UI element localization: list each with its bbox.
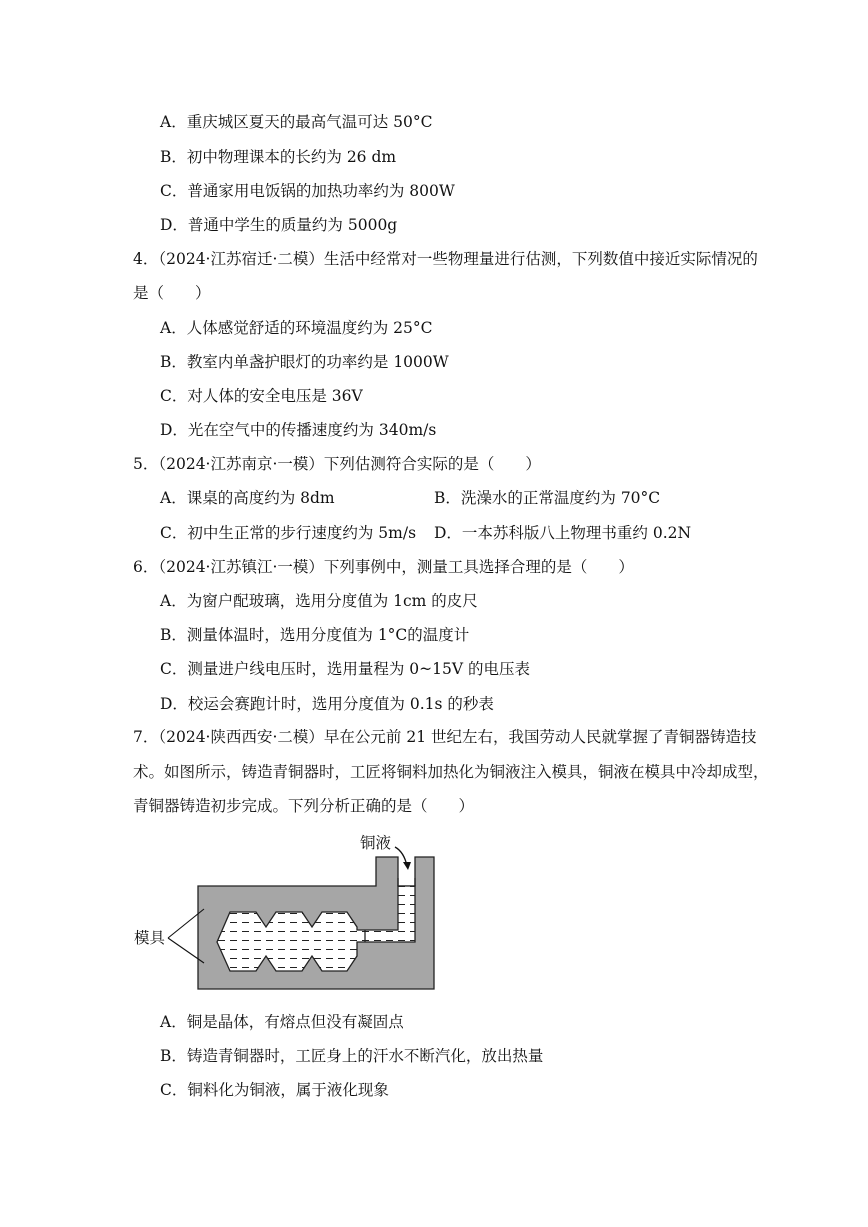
q5-option-d: D．一本苏科版八上物理书重约 0.2N (434, 524, 692, 542)
q4-stem-line1: 4．（2024·江苏宿迁·二模）生活中经常对一些物理量进行估测，下列数值中接近实际情况的 (133, 250, 758, 268)
q7-stem-line1: 7．（2024·陕西西安·二模）早在公元前 21 世纪左右，我国劳动人民就掌握了青铜器铸造技 (133, 728, 757, 746)
q5-stem: 5．（2024·江苏南京·一模）下列估测符合实际的是（ ） (133, 455, 541, 473)
q7-option-a: A．铜是晶体，有熔点但没有凝固点 (160, 1013, 404, 1031)
q4-option-a: A．人体感觉舒适的环境温度约为 25°C (160, 319, 433, 337)
q6-option-a: A．为窗户配玻璃，选用分度值为 1cm 的皮尺 (160, 592, 478, 610)
q3-option-b: B．初中物理课本的长约为 26 dm (160, 148, 397, 166)
q3-option-d: D．普通中学生的质量约为 5000g (160, 216, 398, 234)
q7-stem-line2: 术。如图所示，铸造青铜器时，工匠将铜料加热化为铜液注入模具，铜液在模具中冷却成型， (133, 763, 769, 781)
q7-option-c: C．铜料化为铜液，属于液化现象 (160, 1081, 389, 1099)
q4-stem-line2: 是（ ） (133, 284, 211, 302)
q6-option-d: D．校运会赛跑计时，选用分度值为 0.1s 的秒表 (160, 695, 494, 713)
q5-option-a: A．课桌的高度约为 8dm (160, 489, 335, 507)
q4-option-c: C．对人体的安全电压是 36V (160, 387, 363, 405)
label-mold: 模具 (134, 929, 166, 947)
q7-option-b: B．铸造青铜器时，工匠身上的汗水不断汽化，放出热量 (160, 1047, 544, 1065)
q6-stem: 6．（2024·江苏镇江·一模）下列事例中，测量工具选择合理的是（ ） (133, 558, 634, 576)
q3-option-a: A．重庆城区夏天的最高气温可达 50°C (160, 113, 433, 131)
q6-option-c: C．测量进户线电压时，选用量程为 0~15V 的电压表 (160, 660, 530, 678)
q4-option-b: B．教室内单盏护眼灯的功率约是 1000W (160, 353, 449, 371)
q4-option-d: D．光在空气中的传播速度约为 340m/s (160, 421, 437, 439)
label-copper-liquid: 铜液 (360, 834, 392, 852)
q6-option-b: B．测量体温时，选用分度值为 1°C的温度计 (160, 626, 470, 644)
q5-option-b: B．洗澡水的正常温度约为 70°C (434, 489, 661, 507)
q3-option-c: C．普通家用电饭锅的加热功率约为 800W (160, 182, 455, 200)
q5-option-c: C．初中生正常的步行速度约为 5m/s (160, 524, 417, 542)
q7-stem-line3: 青铜器铸造初步完成。下列分析正确的是（ ） (133, 797, 475, 815)
